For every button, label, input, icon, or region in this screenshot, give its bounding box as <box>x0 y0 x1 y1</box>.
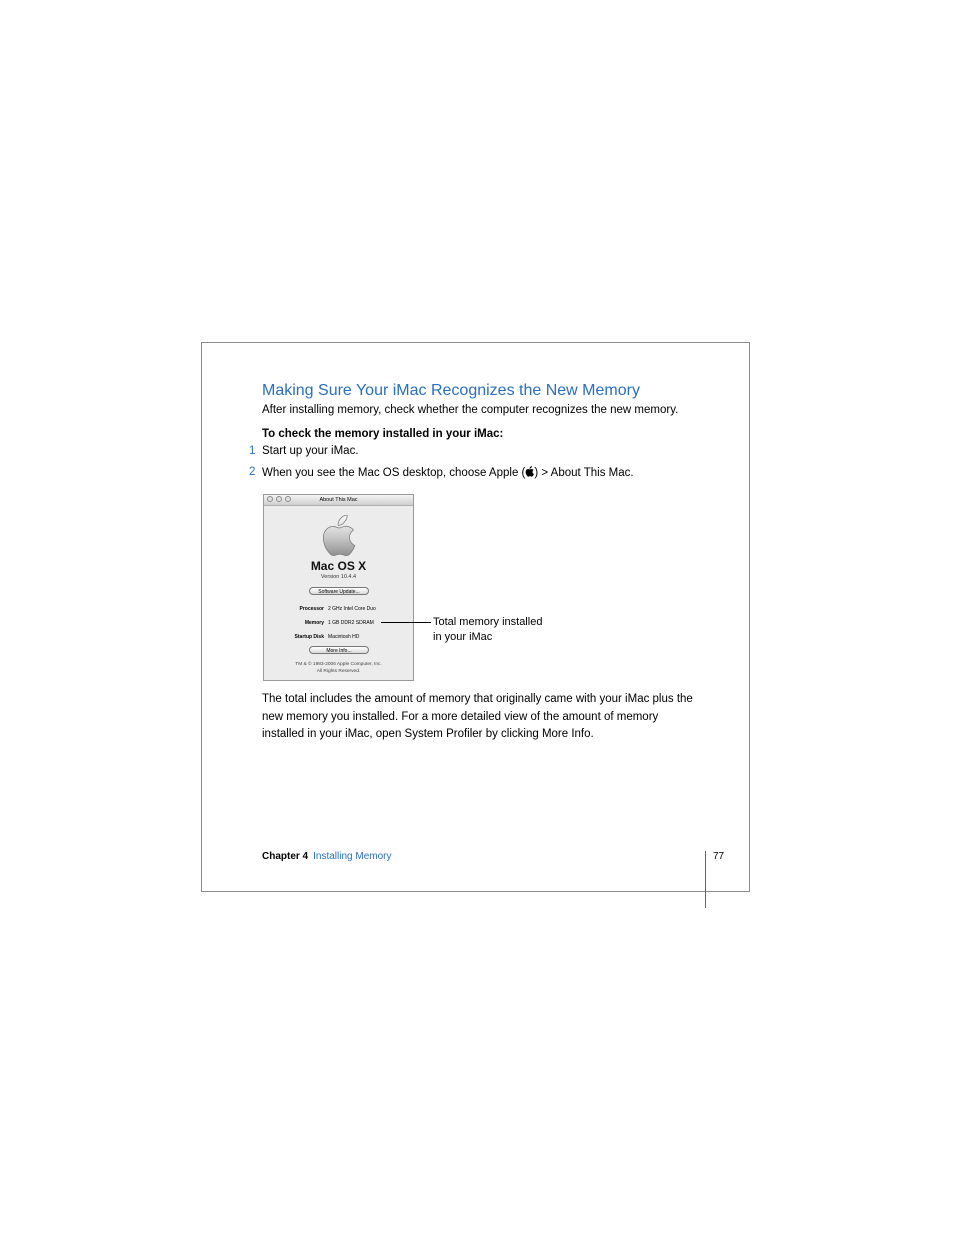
copyright-line: All Rights Reserved. <box>316 668 361 674</box>
apple-logo-icon <box>319 515 357 557</box>
intro-text: After installing memory, check whether the computer recognizes the new memory. <box>262 404 679 416</box>
more-info-button[interactable]: More Info... <box>309 646 369 654</box>
window-title: About This Mac <box>319 497 358 503</box>
window-titlebar <box>264 495 413 506</box>
step-2-text-after: ) > About This Mac. <box>534 467 634 479</box>
os-version: Version 10.4.4 <box>320 574 357 580</box>
body-line: installed in your iMac, open System Profiler by clicking More Info. <box>262 728 594 740</box>
os-name: Mac OS X <box>310 559 367 573</box>
callout-text <box>433 615 542 645</box>
body-paragraph <box>262 691 712 744</box>
callout-line: in your iMac <box>433 631 493 643</box>
body-line: The total includes the amount of memory that originally came with your iMac plus the <box>262 693 693 705</box>
step-1-number: 1 <box>249 445 256 457</box>
memory-value: 1 GB DDR2 SDRAM <box>328 620 374 626</box>
section-heading: Making Sure Your iMac Recognizes the New Memory <box>262 382 640 399</box>
chapter-number: Chapter 4 <box>262 851 309 862</box>
processor-value: 2 GHz Intel Core Duo <box>328 606 376 612</box>
step-1-text: Start up your iMac. <box>262 445 359 457</box>
memory-label: Memory <box>304 620 324 626</box>
page-number: 77 <box>713 851 725 862</box>
copyright-line: TM & © 1983-2006 Apple Computer, Inc. <box>295 662 382 667</box>
footer-chapter <box>262 851 391 862</box>
step-2-text-before: When you see the Mac OS desktop, choose Apple ( <box>262 467 526 479</box>
body-line: new memory you installed. For a more detailed view of the amount of memory <box>262 710 659 723</box>
startup-disk-value: Macintosh HD <box>328 634 360 640</box>
step-2-text <box>262 466 634 479</box>
callout-leader-line <box>381 622 431 623</box>
callout-line: Total memory installed <box>433 616 543 628</box>
software-update-button[interactable]: Software Update... <box>309 587 369 595</box>
page-number-rule <box>705 851 706 908</box>
startup-disk-label: Startup Disk <box>294 634 324 640</box>
step-2-number: 2 <box>249 466 256 478</box>
about-this-mac-window <box>263 494 414 681</box>
processor-label: Processor <box>299 606 324 612</box>
chapter-title: Installing Memory <box>313 851 392 862</box>
copyright-notice <box>264 662 413 675</box>
task-title: To check the memory installed in your iMac: <box>262 428 504 440</box>
